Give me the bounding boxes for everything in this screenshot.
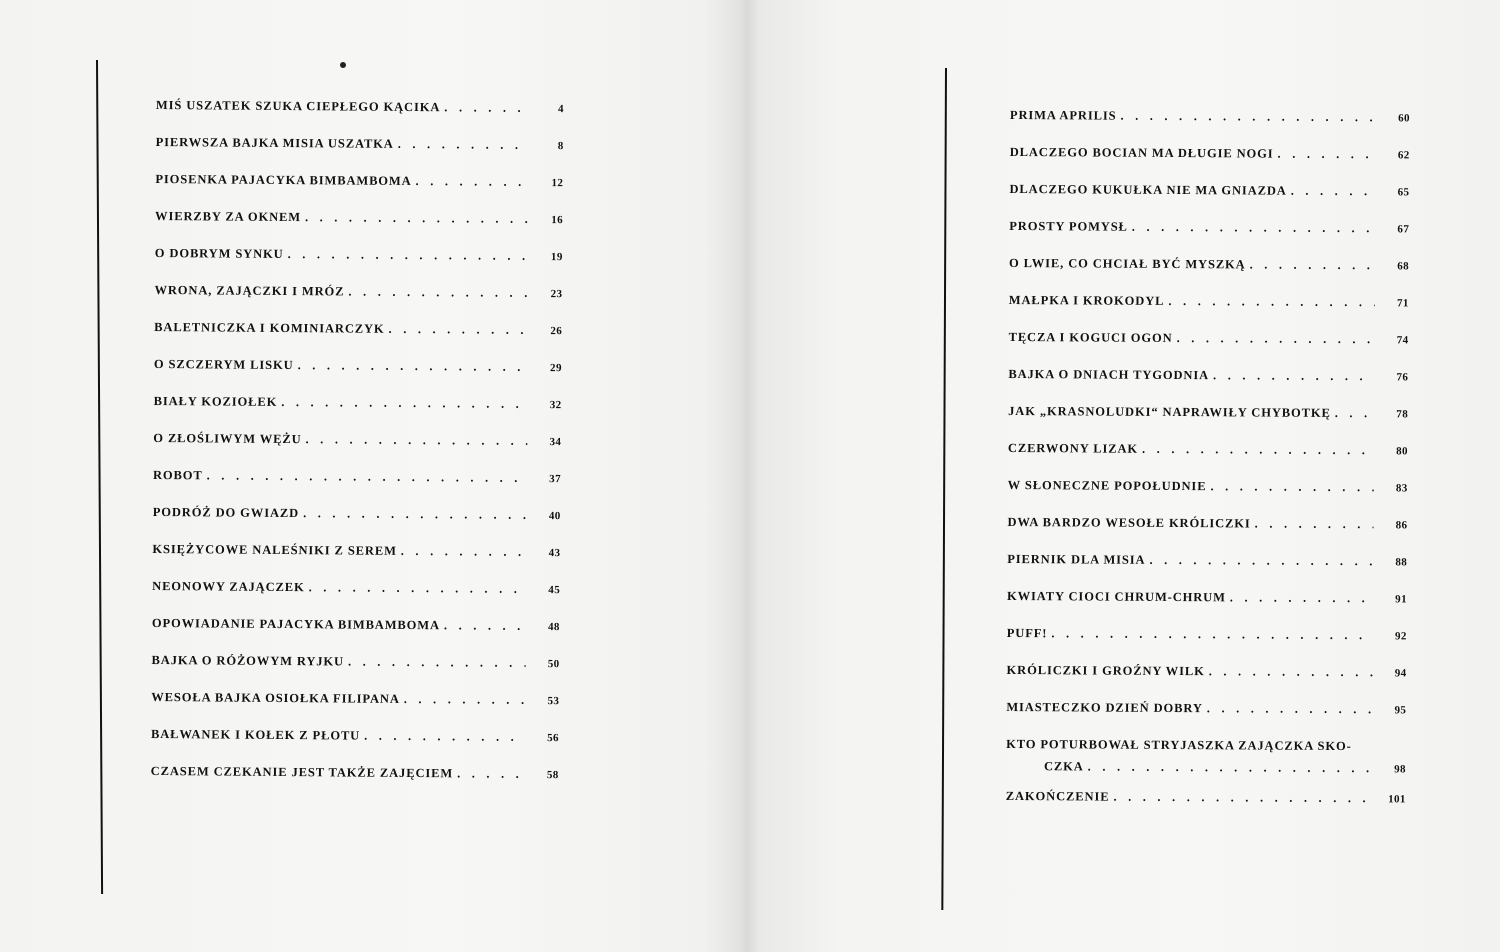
toc-entry: [1010, 108, 1410, 147]
toc-entry: [1008, 330, 1408, 369]
toc-entry: [153, 394, 561, 434]
dot-leader: [1120, 109, 1376, 126]
dot-leader: [1255, 517, 1374, 533]
toc-entry: [155, 135, 563, 175]
toc-entry-title: PROSTY POMYSŁ: [1009, 218, 1128, 234]
dot-leader: [298, 358, 528, 375]
toc-entry: [156, 98, 564, 138]
dot-leader: [1113, 790, 1371, 807]
toc-entry-title: BIAŁY KOZIOŁEK: [153, 393, 278, 409]
toc-entry-page-number: 43: [548, 547, 561, 560]
dot-leader: [1210, 479, 1373, 495]
dot-leader: [1335, 406, 1374, 421]
dot-leader: [1149, 553, 1373, 569]
toc-entry-title: O ZŁOŚLIWYM WĘŻU: [153, 430, 302, 447]
toc-entry-title-line-2: CZKA: [1043, 759, 1084, 774]
toc-entry-page-number: 32: [549, 399, 562, 412]
toc-entry: [153, 431, 561, 471]
toc-entry-title: PUFF!: [1006, 625, 1048, 641]
toc-entry-page-number: 29: [550, 362, 562, 375]
dot-leader: [207, 468, 527, 486]
toc-entry-page-number: 34: [549, 436, 562, 449]
dot-leader: [1213, 368, 1374, 384]
toc-entry-title: CZERWONY LIZAK: [1007, 440, 1139, 456]
toc-entry-title: KSIĘŻYCOWE NALEŚNIKI Z SEREM: [152, 541, 397, 558]
toc-entry-title: WIERZBY ZA OKNEM: [155, 208, 302, 225]
toc-entry-title: O DOBRYM SYNKU: [154, 245, 284, 262]
dot-leader: [348, 655, 526, 671]
toc-entry-title: PRIMA APRILIS: [1009, 108, 1117, 123]
toc-entry-title: W SŁONECZNE POPOŁUDNIE: [1007, 477, 1207, 494]
toc-entry: [1007, 626, 1407, 665]
toc-entry-title: WRONA, ZAJĄCZKI I MRÓZ: [154, 282, 345, 299]
dot-leader: [401, 544, 527, 560]
toc-entry-title: DLACZEGO KUKUŁKA NIE MA GNIAZDA: [1009, 181, 1287, 198]
toc-entry-page-number: 95: [1394, 704, 1407, 717]
toc-entry-page-number: 16: [551, 214, 564, 227]
toc-entry-title: BAJKA O DNIACH TYGODNIA: [1008, 366, 1210, 383]
toc-entry: [1008, 367, 1408, 406]
toc-entry: [1009, 182, 1409, 221]
toc-entry-title: BAJKA O RÓŻOWYM RYJKU: [151, 652, 345, 669]
toc-entry: [153, 468, 561, 508]
toc-entry-page-number: 74: [1396, 334, 1409, 347]
toc-entry-title: KWIATY CIOCI CHRUM-CHRUM: [1006, 588, 1226, 605]
dot-leader: [1168, 294, 1374, 310]
toc-entry-page-number: 48: [547, 621, 560, 634]
toc-entry-page-number: 40: [548, 510, 561, 523]
dot-leader: [281, 395, 527, 412]
toc-entry-page-number: 78: [1396, 408, 1409, 421]
toc-entry: [154, 357, 562, 397]
toc-entry-page-number: 56: [547, 732, 560, 745]
dot-leader: [1088, 759, 1372, 776]
dot-leader: [1142, 442, 1374, 458]
dot-leader: [1051, 626, 1372, 643]
toc-entry: [152, 579, 560, 619]
toc-entry-page-number: 86: [1395, 519, 1408, 532]
toc-entry-page-number: 98: [1394, 763, 1407, 776]
toc-entry: [151, 690, 559, 730]
ink-speck: [340, 62, 346, 68]
toc-entry: [153, 505, 561, 545]
toc-entry-title: ZAKOŃCZENIE: [1005, 788, 1110, 804]
toc-entry-title: BALETNICZKA I KOMINIARCZYK: [154, 319, 385, 336]
dot-leader: [1132, 220, 1376, 236]
toc-entry-page-number: 71: [1396, 297, 1409, 310]
toc-entry-page-number: 76: [1396, 371, 1409, 384]
left-page: [0, 0, 745, 952]
toc-entry-page-number: 94: [1394, 667, 1407, 680]
dot-leader: [444, 618, 526, 634]
toc-entry: [1009, 293, 1409, 332]
dot-leader: [457, 766, 525, 782]
toc-entry-page-number: 67: [1397, 223, 1410, 236]
toc-entry: [154, 320, 562, 360]
toc-entry: [150, 764, 558, 804]
toc-entry: [1006, 789, 1406, 828]
dot-leader: [305, 210, 529, 227]
toc-entry: [1006, 737, 1406, 791]
toc-entry-page-number: 58: [546, 769, 559, 782]
dot-leader: [364, 729, 525, 745]
right-page-vertical-rule: [941, 68, 947, 910]
dot-leader: [416, 174, 530, 190]
dot-leader: [404, 692, 526, 708]
dot-leader: [1230, 590, 1373, 606]
toc-entry: [152, 542, 560, 582]
toc-entry-title: WESOŁA BAJKA OSIOŁKA FILIPANA: [151, 689, 400, 706]
toc-entry-page-number: 26: [550, 325, 563, 338]
toc-entry-title: DLACZEGO BOCIAN MA DŁUGIE NOGI: [1009, 144, 1274, 161]
toc-entry-page-number: 60: [1398, 112, 1410, 125]
toc-entry: [155, 209, 563, 249]
toc-entry: [1006, 663, 1406, 702]
toc-entry: [1007, 589, 1407, 628]
dot-leader: [303, 506, 527, 523]
toc-entry-page-number: 37: [549, 473, 562, 486]
toc-entry-title: OPOWIADANIE PAJACYKA BIMBAMBOMA: [151, 615, 441, 633]
toc-entry-title: O SZCZERYM LISKU: [153, 356, 294, 373]
left-page-vertical-rule: [96, 60, 103, 894]
left-table-of-contents: [150, 98, 564, 804]
toc-entry-title: MIASTECZKO DZIEŃ DOBRY: [1006, 699, 1203, 716]
toc-entry-page-number: 65: [1397, 186, 1410, 199]
toc-entry: [152, 616, 560, 656]
toc-entry-title: BAŁWANEK I KOŁEK Z PŁOTU: [150, 726, 361, 743]
dot-leader: [348, 285, 528, 301]
toc-entry-page-number: 88: [1395, 556, 1408, 569]
toc-entry: [1009, 256, 1409, 295]
toc-entry-page-number: 53: [547, 695, 560, 708]
toc-entry-page-number: 23: [550, 288, 563, 301]
toc-entry: [1009, 219, 1409, 258]
toc-entry-page-number: 101: [1388, 793, 1406, 806]
toc-entry: [151, 727, 559, 767]
toc-entry: [155, 172, 563, 212]
dot-leader: [1207, 701, 1373, 717]
toc-entry-page-number: 80: [1396, 445, 1408, 458]
dot-leader: [1209, 664, 1373, 680]
toc-entry-title: DWA BARDZO WESOŁE KRÓLICZKI: [1007, 514, 1251, 531]
dot-leader: [1177, 331, 1375, 347]
right-table-of-contents: [1006, 108, 1410, 828]
dot-leader: [309, 580, 527, 597]
toc-entry-title: ROBOT: [152, 467, 203, 483]
toc-entry-title: CZASEM CZEKANIE JEST TAKŻE ZAJĘCIEM: [150, 763, 454, 781]
toc-entry-page-number: 68: [1397, 260, 1410, 273]
toc-entry-title: PIERWSZA BAJKA MISIA USZATKA: [155, 134, 394, 151]
toc-entry-page-number: 62: [1397, 149, 1410, 162]
toc-entry-page-number: 12: [551, 177, 564, 190]
toc-entry-page-number: 50: [547, 658, 560, 671]
toc-entry-title-line-1: KTO POTURBOWAŁ STRYJASZKA ZAJĄCZKA SKO-: [1006, 736, 1352, 754]
toc-entry: [1006, 700, 1406, 739]
toc-entry-page-number: 4: [557, 103, 564, 116]
toc-entry-title: TĘCZA I KOGUCI OGON: [1008, 329, 1173, 345]
toc-entry-title: O LWIE, CO CHCIAŁ BYĆ MYSZKĄ: [1009, 255, 1246, 272]
toc-entry-title: MIŚ USZATEK SZUKA CIEPŁEGO KĄCIKA: [155, 98, 441, 115]
right-page: [752, 0, 1500, 952]
toc-entry-title: PODRÓŻ DO GWIAZD: [152, 504, 300, 521]
toc-entry-page-number: 83: [1395, 482, 1408, 495]
toc-entry-page-number: 92: [1394, 630, 1407, 643]
toc-entry: [1010, 145, 1410, 184]
dot-leader: [1278, 147, 1376, 163]
toc-entry: [151, 653, 559, 693]
toc-entry-line-2: [1006, 759, 1406, 776]
toc-entry-title: KRÓLICZKI I GROŹNY WILK: [1006, 662, 1205, 679]
toc-entry-title: JAK „KRASNOLUDKI“ NAPRAWIŁY CHYBOTKĘ: [1008, 403, 1331, 420]
toc-entry-title: PIOSENKA PAJACYKA BIMBAMBOMA: [155, 171, 412, 189]
toc-entry-page-number: 45: [548, 584, 561, 597]
dot-leader: [444, 100, 530, 116]
dot-leader: [288, 247, 529, 264]
dot-leader: [1250, 257, 1376, 273]
dot-leader: [389, 322, 529, 338]
toc-entry: [155, 246, 563, 286]
dot-leader: [305, 432, 527, 449]
toc-entry-page-number: 8: [557, 140, 564, 153]
toc-entry: [1008, 404, 1408, 443]
toc-entry: [1007, 552, 1407, 591]
toc-entry-page-number: 19: [550, 251, 563, 264]
toc-entry: [1008, 478, 1408, 517]
dot-leader: [398, 137, 530, 153]
toc-entry: [1007, 515, 1407, 554]
dot-leader: [1291, 184, 1376, 200]
toc-entry: [1008, 441, 1408, 480]
toc-entry-title: NEONOWY ZAJĄCZEK: [152, 578, 305, 595]
toc-entry-title: MAŁPKA I KROKODYL: [1008, 292, 1165, 308]
toc-entry-title: PIERNIK DLA MISIA: [1007, 551, 1146, 567]
toc-entry-page-number: 91: [1395, 593, 1408, 606]
toc-entry: [154, 283, 562, 323]
